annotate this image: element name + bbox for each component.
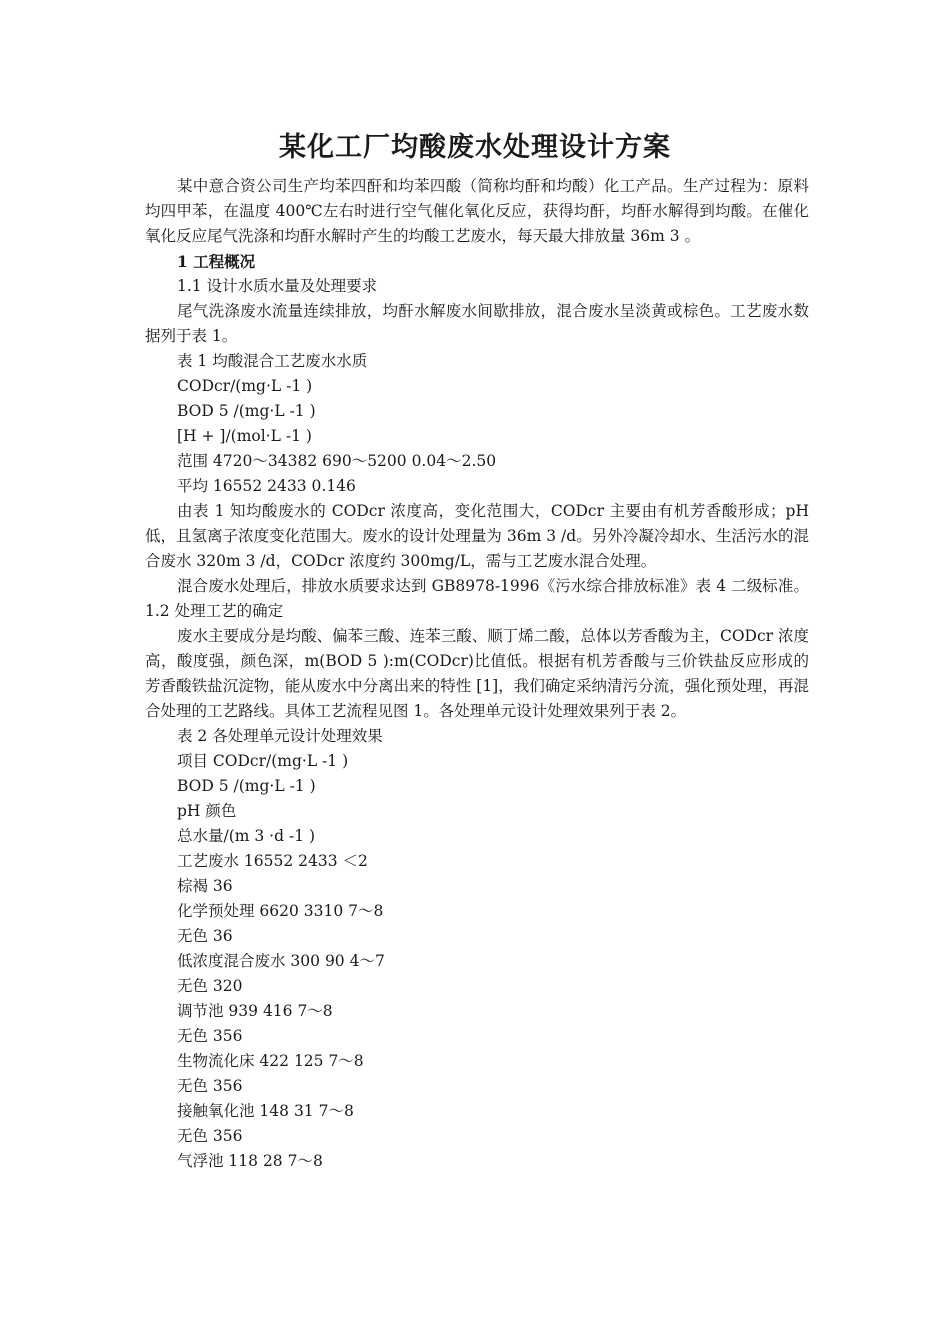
table-2-line: 调节池 939 416 7～8 [177,1002,333,1020]
table-2-line: 无色 356 [177,1127,243,1145]
table-2-line: 气浮池 118 28 7～8 [177,1152,323,1170]
table-1-line: [H + ]/(mol·L -1 ) [177,427,312,445]
table-1-line: BOD 5 /(mg·L -1 ) [177,402,316,420]
analysis-paragraph: 由表 1 知均酸废水的 CODcr 浓度高，变化范围大，CODcr 主要由有机芳香酸形成；pH 低，且氢离子浓度变化范围大。废水的设计处理量为 36m 3 /d。另外冷凝冷却水、生活污水的混合废水 320m 3 /d，CODcr 浓度约 300mg/L，需与工艺废水混合处理。 [145,502,809,570]
section-1-1-heading: 1.1 设计水质水量及处理要求 [177,277,378,295]
table-1-line: 平均 16552 2433 0.146 [177,477,356,495]
table-2-line: 无色 320 [177,977,243,995]
table-2-line: 生物流化床 422 125 7～8 [177,1052,364,1070]
table-1-line: 范围 4720～34382 690～5200 0.04～2.50 [177,452,497,470]
intro-paragraph: 某中意合资公司生产均苯四酐和均苯四酸（简称均酐和均酸）化工产品。生产过程为：原料均四甲苯，在温度 400℃左右时进行空气催化氧化反应，获得均酐，均酐水解得到均酸。在催化氧化反应尾气洗涤和均酐水解时产生的均酸工艺废水，每天最大排放量 36m 3 。 [145,177,809,245]
table-2-line: 接触氧化池 148 31 7～8 [177,1102,354,1120]
table-2-line: 项目 CODcr/(mg·L -1 ) [177,752,349,770]
section-1-heading: 1 工程概况 [177,252,256,271]
process-paragraph: 废水主要成分是均酸、偏苯三酸、连苯三酸、顺丁烯二酸，总体以芳香酸为主，CODcr 浓度高，酸度强，颜色深，m(BOD 5 ):m(CODcr)比值低。根据有机芳香酸与三价铁盐反应形成的芳香酸铁盐沉淀物，能从废水中分离出来的特性 [1]，我们确定采纳清污分流，强化预处理，再混合处理的工艺路线。具体工艺流程见图 1。各处理单元设计处理效果列于表 2。 [145,627,809,720]
table-2-line: 化学预处理 6620 3310 7～8 [177,902,384,920]
table-2-line: 总水量/(m 3 ·d -1 ) [177,827,316,845]
table-1-caption: 表 1 均酸混合工艺废水水质 [177,352,368,370]
table-2-line: 无色 356 [177,1077,243,1095]
flow-paragraph: 尾气洗涤废水流量连续排放，均酐水解废水间歇排放，混合废水呈淡黄或棕色。工艺废水数据列于表 1。 [145,302,809,345]
table-2-line: pH 颜色 [177,802,237,820]
table-2-line: 工艺废水 16552 2433 ＜2 [177,852,368,870]
document-body [145,174,809,1174]
standard-paragraph: 混合废水处理后，排放水质要求达到 GB8978-1996《污水综合排放标准》表 4 二级标准。 1.2 处理工艺的确定 [145,577,809,620]
table-2-line: BOD 5 /(mg·L -1 ) [177,777,316,795]
table-2-line: 无色 36 [177,927,233,945]
document-title: 某化工厂均酸废水处理设计方案 [279,132,671,163]
table-1-line: CODcr/(mg·L -1 ) [177,377,313,395]
table-2-line: 棕褐 36 [177,877,233,895]
table-2-line: 无色 356 [177,1027,243,1045]
table-2-caption: 表 2 各处理单元设计处理效果 [177,727,383,745]
table-2-line: 低浓度混合废水 300 90 4～7 [177,952,385,970]
